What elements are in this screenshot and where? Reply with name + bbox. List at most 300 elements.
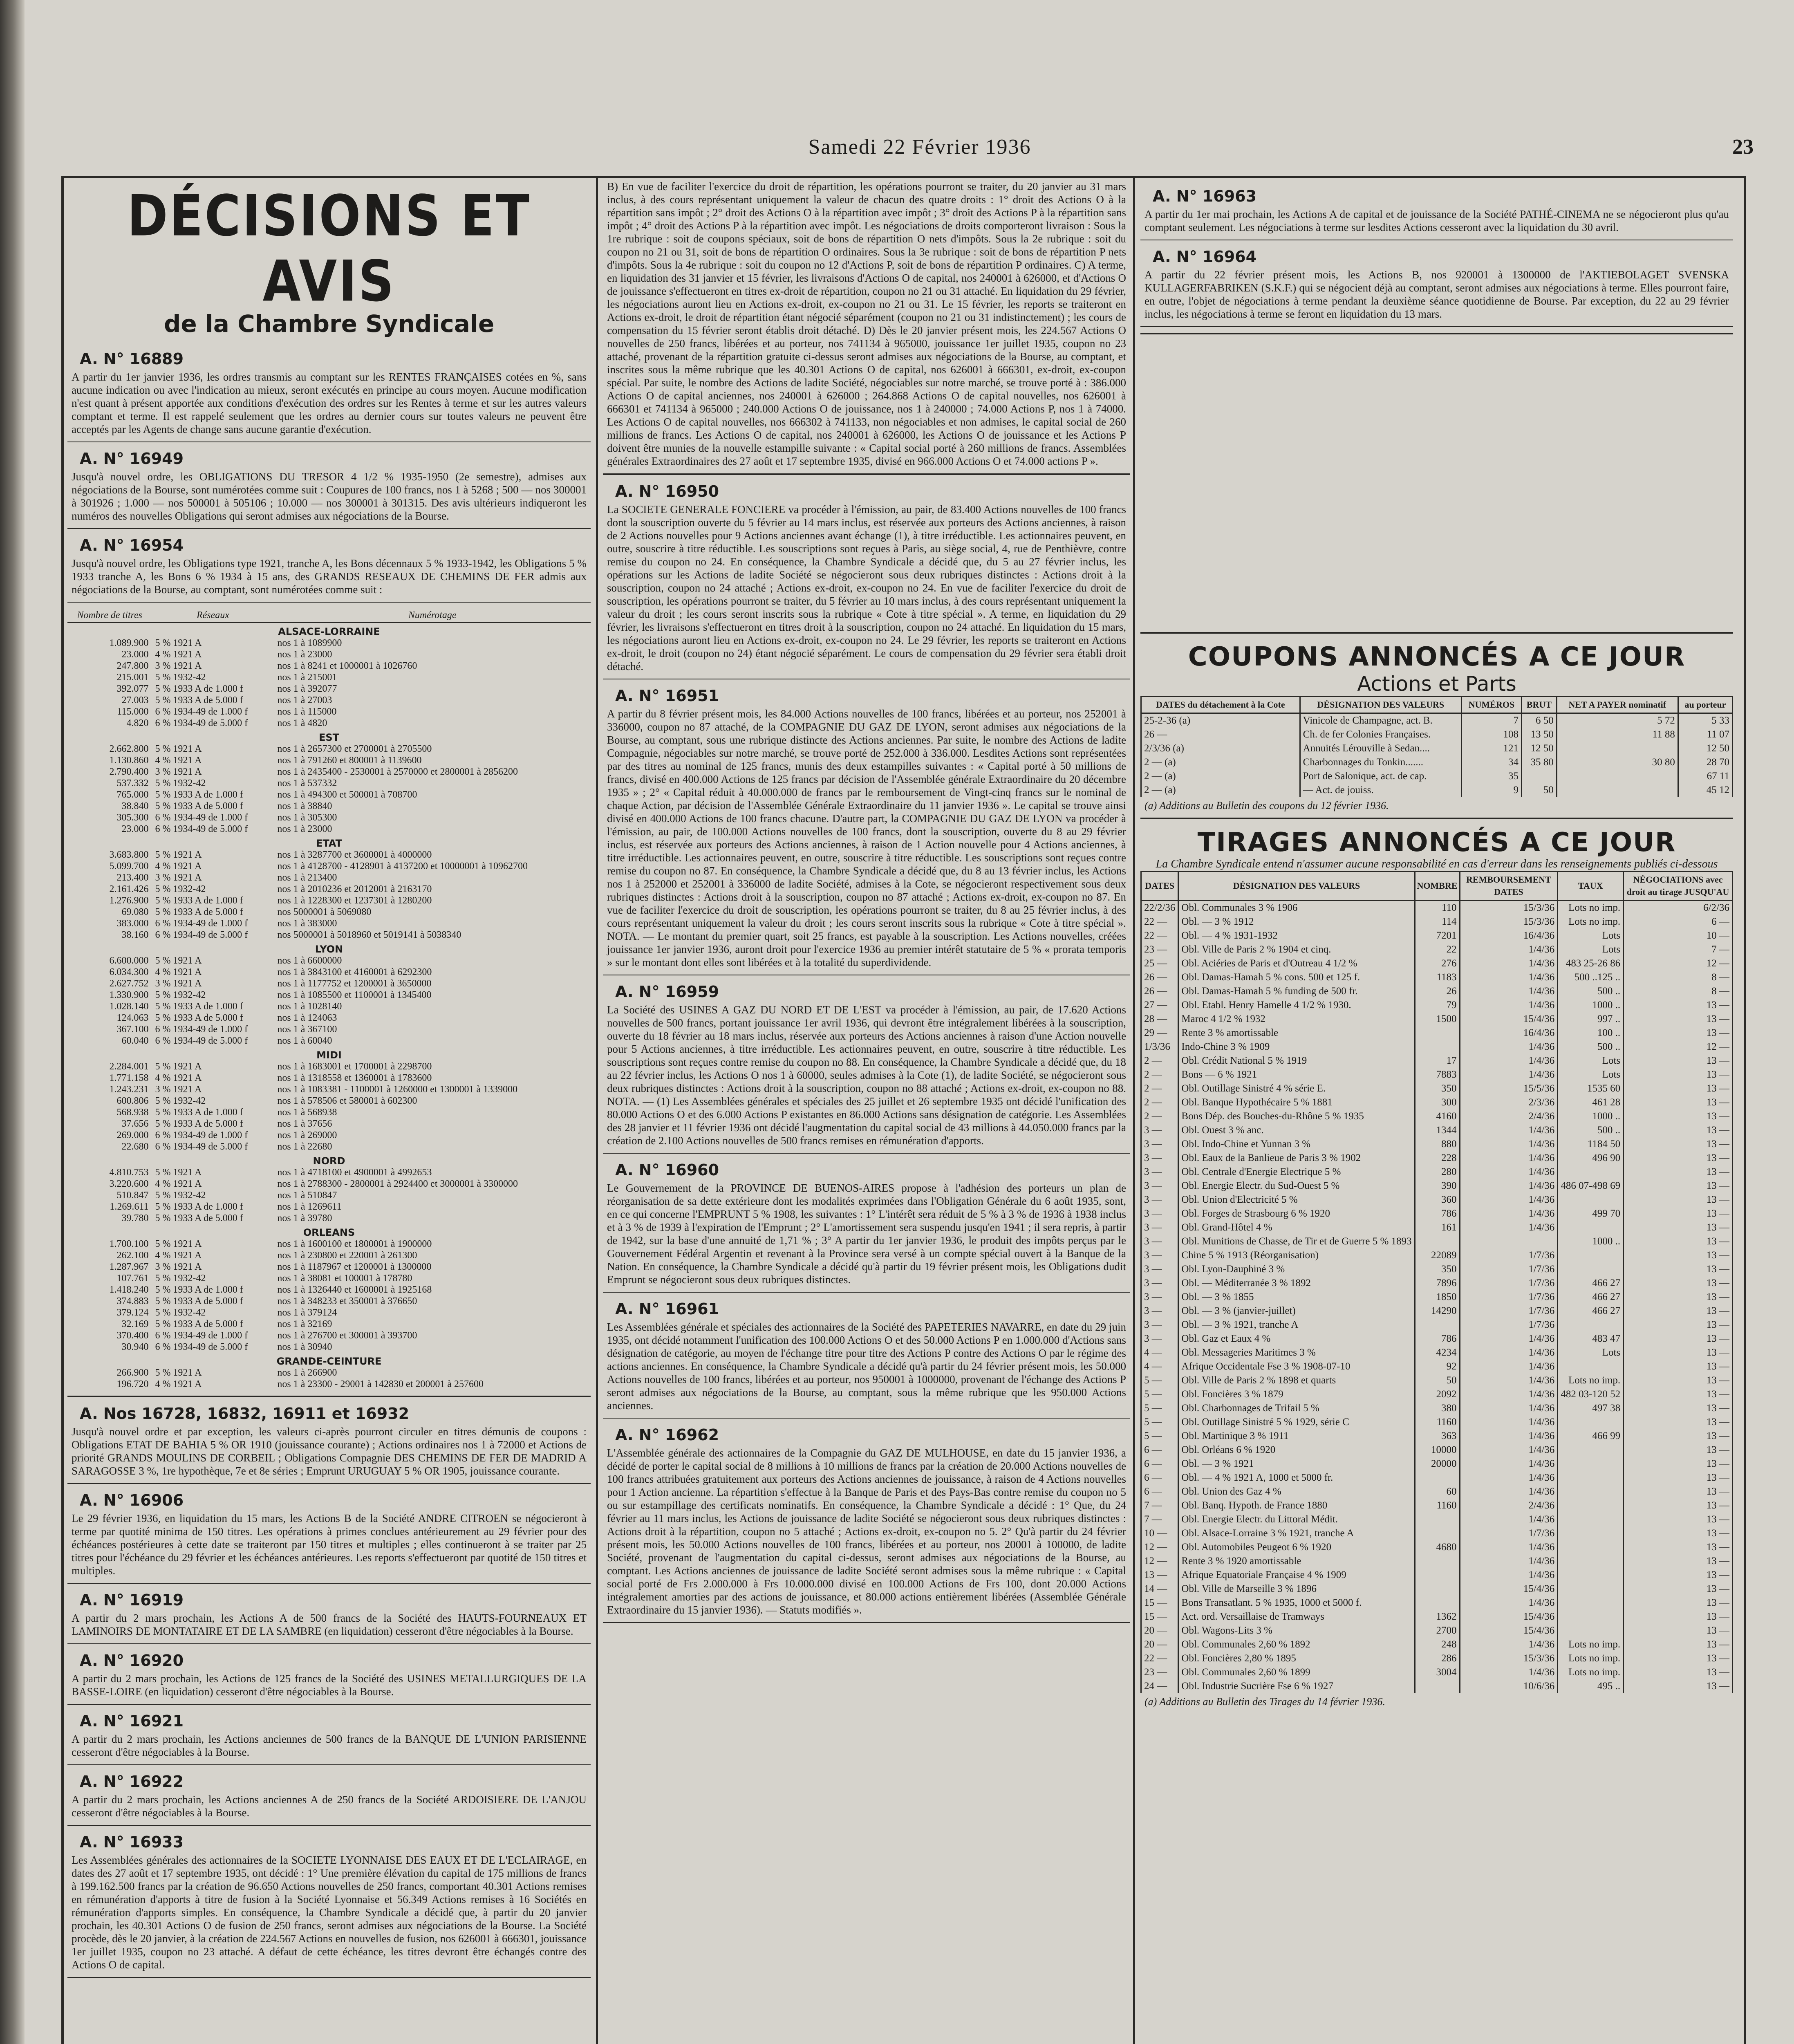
table-cell: nos 1 à 213400: [277, 872, 337, 883]
table-row: [1141, 1443, 1733, 1457]
table-cell: 5 33: [1678, 713, 1732, 728]
table-row: [1141, 1151, 1733, 1165]
notice-number: A. N° 16920: [80, 1652, 184, 1670]
table-cell: nos 1 à 578506 et 580001 à 602300: [277, 1096, 417, 1106]
page-title: DÉCISIONS ET AVIS: [127, 184, 531, 314]
table-cell: 29 —: [1141, 1026, 1178, 1040]
table-cell: Obl. Ville de Paris 2 % 1898 et quarts: [1178, 1374, 1415, 1387]
table-cell: 26: [1415, 984, 1460, 998]
table-cell: 13 —: [1624, 1026, 1733, 1040]
table-cell: 13 —: [1624, 1179, 1733, 1193]
table-cell: nos 1 à 23000: [277, 824, 332, 834]
table-cell: 13 —: [1624, 1360, 1733, 1374]
table-cell: 1/4/36: [1460, 1179, 1558, 1193]
table-cell: 5 % 1933 A de 1.000 f: [155, 895, 243, 906]
table-cell: Obl. Eaux de la Banlieue de Paris 3 % 1902: [1178, 1151, 1415, 1165]
table-row: [1141, 1624, 1733, 1638]
table-row: [1141, 1304, 1733, 1318]
table-cell: 3 —: [1141, 1262, 1178, 1276]
table-cell: 568.938: [116, 1107, 149, 1118]
table-cell: nos 1 à 38840: [277, 801, 332, 811]
table-cell: Obl. Union des Gaz 4 %: [1178, 1485, 1415, 1499]
table-cell: 15/4/36: [1460, 1624, 1558, 1638]
table-cell: [1558, 1248, 1624, 1262]
table-row: [67, 1378, 591, 1390]
table-cell: 1000 ..: [1558, 1109, 1624, 1123]
table-cell: 374.883: [116, 1296, 149, 1307]
coupons-subtitle: Actions et Parts: [1357, 672, 1516, 696]
column-header: TAUX: [1558, 872, 1624, 901]
table-cell: 6 % 1934-49 de 5.000 f: [155, 930, 248, 940]
notice-divider: [67, 1764, 591, 1765]
table-cell: 23.000: [121, 649, 149, 660]
table-row: [67, 1295, 591, 1307]
table-cell: 2 —: [1141, 1082, 1178, 1096]
table-row: [67, 978, 591, 989]
table-cell: 13 —: [1624, 1471, 1733, 1485]
table-cell: 10 —: [1624, 929, 1733, 943]
table-row: [67, 1001, 591, 1012]
table-row: [1141, 1096, 1733, 1109]
notice-text: Jusqu'à nouvel ordre et par exception, les valeurs ci-après pourront circuler en titres démunis de coupons : Obligations ETAT DE BAHIA 5 % OR 1910 (jouissance courante) ; Actions ordinaires nos 1 à 72000 et Actions de priorité GRANDS MOULINS DE CORBEIL ; Obligations Compagnie DES CHEMINS DE FER DE MADRID A SARAGOSSE 3 %, 1re hypothèque, 7e et 8e séries ; Emprunt URUGUAY 5 % OR 1905, jouissance courante.: [72, 1425, 587, 1477]
table-cell: 4.810.753: [109, 1167, 149, 1178]
table-cell: 7 —: [1624, 943, 1733, 957]
notice-text: A partir du 2 mars prochain, les Actions A de 500 francs de la Société des HAUTS-FOURNEAUX ET LAMINOIRS DE MONTATAIRE ET DE LA SAMBRE (en liquidation) cesseront d'être négociables à la Bourse.: [72, 1612, 587, 1637]
table-cell: Charbonnages du Tonkin.......: [1300, 755, 1461, 769]
table-cell: 108: [1462, 728, 1522, 742]
table-cell: 10/6/36: [1460, 1679, 1558, 1693]
table-cell: [1415, 1582, 1460, 1596]
table-cell: 5 % 1933 A de 5.000 f: [155, 1118, 243, 1129]
table-cell: 60: [1415, 1485, 1460, 1499]
table-cell: 1.130.860: [109, 755, 149, 766]
table-cell: nos 1 à 230800 et 220001 à 261300: [277, 1250, 417, 1261]
table-row: [1141, 1485, 1733, 1499]
table-cell: 3 % 1921 A: [155, 872, 202, 883]
table-cell: 67 11: [1678, 769, 1732, 783]
table-cell: 6 50: [1521, 713, 1557, 728]
table-row: [1141, 755, 1733, 769]
page-header: [61, 135, 1778, 172]
table-cell: nos 1 à 537332: [277, 778, 337, 789]
table-cell: 1/4/36: [1460, 970, 1558, 984]
table-cell: 24 —: [1141, 1679, 1178, 1693]
table-cell: 5 % 1932-42: [155, 672, 206, 683]
table-cell: 3 % 1921 A: [155, 978, 202, 989]
notice-number: A. N° 16906: [80, 1491, 184, 1509]
table-cell: Obl. — 3 % (janvier-juillet): [1178, 1304, 1415, 1318]
table-cell: 13 —: [1624, 1137, 1733, 1151]
table-row: [67, 1190, 591, 1201]
table-cell: 13 —: [1624, 1540, 1733, 1554]
table-cell: nos 1 à 791260 et 800001 à 1139600: [277, 755, 422, 766]
table-cell: 12 —: [1624, 1040, 1733, 1054]
table-cell: 269.000: [116, 1130, 149, 1141]
table-cell: 161: [1415, 1221, 1460, 1235]
table-cell: 5.099.700: [109, 861, 149, 872]
table-row: [67, 649, 591, 660]
table-cell: 500 ..: [1558, 1040, 1624, 1054]
table-cell: 1/4/36: [1460, 1123, 1558, 1137]
table-cell: 20 —: [1141, 1624, 1178, 1638]
table-cell: nos 1 à 379124: [277, 1307, 337, 1318]
table-cell: 4234: [1415, 1346, 1460, 1360]
table-row: [67, 695, 591, 706]
notice-number: A. N° 16919: [80, 1591, 184, 1609]
table-row: [1141, 728, 1733, 742]
table-row: [67, 1341, 591, 1353]
table-cell: 5 —: [1141, 1401, 1178, 1415]
table-cell: Lots no imp.: [1558, 1665, 1624, 1679]
table-cell: 110: [1415, 901, 1460, 915]
table-cell: Obl. Union d'Electricité 5 %: [1178, 1193, 1415, 1207]
table-cell: 5 % 1933 A de 5.000 f: [155, 1213, 243, 1224]
table-cell: 5 % 1933 A de 1.000 f: [155, 1107, 243, 1118]
table-cell: 13 —: [1624, 1290, 1733, 1304]
table-cell: 6 —: [1141, 1443, 1178, 1457]
table-cell: 15/4/36: [1460, 1012, 1558, 1026]
table-row: [1141, 1179, 1733, 1193]
table-row: [67, 1084, 591, 1095]
table-cell: 1/4/36: [1460, 1193, 1558, 1207]
table-cell: Act. ord. Versaillaise de Tramways: [1178, 1610, 1415, 1624]
table-cell: 6 % 1934-49 de 1.000 f: [155, 918, 248, 929]
table-cell: 486 07-498 69: [1558, 1179, 1624, 1193]
table-row: [1141, 769, 1733, 783]
table-cell: Obl. Centrale d'Energie Electrique 5 %: [1178, 1165, 1415, 1179]
table-cell: nos 1 à 3287700 et 3600001 à 4000000: [277, 849, 432, 860]
table-row: [67, 755, 591, 766]
middle-column: [603, 180, 1130, 2044]
table-cell: 496 90: [1558, 1151, 1624, 1165]
table-row: [1141, 957, 1733, 970]
notice-text: Le 29 février 1936, en liquidation du 15 mars, les Actions B de la Société ANDRE CITROEN se négocieront à terme par quotité minima de 150 titres. Les opérations à primes conclues antérieurement au 29 février pour des échéances postérieures à cette date se traiteront par 150 titres et multiples ; elles continueront à se traiter par 25 titres pour l'échéance du 29 février et les échéances antérieures. Les reports s'effectueront par quotité de 150 titres et multiples.: [72, 1512, 587, 1577]
notice-divider: [603, 1153, 1130, 1154]
table-row: [67, 918, 591, 929]
table-cell: 1/7/36: [1460, 1276, 1558, 1290]
table-cell: 27.003: [121, 695, 149, 706]
table-cell: Bons Transatlant. 5 % 1935, 1000 et 5000 f.: [1178, 1596, 1415, 1610]
table-row: [1141, 1221, 1733, 1235]
table-cell: nos 1 à 269000: [277, 1130, 337, 1141]
table-cell: 379.124: [116, 1307, 149, 1318]
table-cell: Obl. Aciéries de Paris et d'Outreau 4 1/2 %: [1178, 957, 1415, 970]
table-row: [67, 989, 591, 1001]
table-cell: 213.400: [116, 872, 149, 883]
table-cell: Obl. Communales 2,60 % 1892: [1178, 1638, 1415, 1652]
table-cell: nos 1 à 266900: [277, 1367, 337, 1378]
table-cell: Afrique Occidentale Fse 3 % 1908-07-10: [1178, 1360, 1415, 1374]
table-cell: nos 1 à 3843100 et 4160001 à 6292300: [277, 967, 432, 977]
table-cell: 39.780: [121, 1213, 149, 1224]
notice-text: A partir du 2 mars prochain, les Actions anciennes A de 250 francs de la Société ARDOISIERE DE L'ANJOU cesseront d'être négociables à la Bourse.: [72, 1793, 587, 1819]
table-cell: 4 % 1921 A: [155, 1379, 202, 1390]
table-cell: nos 1 à 4820: [277, 718, 327, 728]
table-cell: Obl. Wagons-Lits 3 %: [1178, 1624, 1415, 1638]
table-cell: 26 —: [1141, 728, 1300, 742]
table-cell: 3 % 1921 A: [155, 1084, 202, 1095]
table-row: [1141, 1068, 1733, 1082]
column-header: DÉSIGNATION DES VALEURS: [1178, 872, 1415, 901]
table-cell: Obl. Outillage Sinistré 5 % 1929, série C: [1178, 1415, 1415, 1429]
notice-text: La Société des USINES A GAZ DU NORD ET DE L'EST va procéder à l'émission, au pair, de 17.620 Actions nouvelles de 500 francs, portant jouissance 1er avril 1936, qui devront être intégralement libérées à la souscription, ouverte du 18 février au 18 mars inclus, réservée aux porteurs des Actions anciennes à raison d'une Action nouvelle pour 5 Actions anciennes, à titre irréductible. Les actionnaires peuvent, en outre, souscrire à titre réductible. Les souscriptions sont reçues contre remise du coupon no 88. En conséquence, la Chambre Syndicale a décidé que, du 18 au 22 février inclus, les Actions O nos 1 à 60000, seules admises à la Cote (1), de ladite Société, se négocieront sous deux rubriques distinctes : Actions droit à la souscription, coupon no 88 attaché ; Actions ex-droit, ex-coupon no 88. NOTA. — (1) Les Assemblées générales et spéciales des 25 juillet et 26 septembre 1935 ont décidé l'unification des 80.000 Actions O et des 6.000 Actions P existantes en 86.000 Actions sans désignation de catégorie. Les Assemblées des 28 janvier et 11 février 1936 ont décidé l'augmentation du capital social de 43 millions à 44.050.000 francs par la création de 2.100 Actions nouvelles de 500 francs remises en rémunération d'apports.: [607, 1004, 1126, 1147]
table-row: [1141, 1276, 1733, 1290]
table-cell: 5 % 1921 A: [155, 849, 202, 860]
table-cell: 6/2/36: [1624, 901, 1733, 915]
table-cell: 390: [1415, 1179, 1460, 1193]
table-row: [1141, 1040, 1733, 1054]
table-cell: 5 % 1932-42: [155, 1190, 206, 1201]
table-cell: 1.418.240: [109, 1284, 149, 1295]
table-cell: nos 1 à 115000: [277, 706, 337, 717]
table-cell: Obl. Communales 2,60 % 1899: [1178, 1665, 1415, 1679]
table-cell: Lots no imp.: [1558, 1652, 1624, 1665]
table-cell: 13 —: [1624, 1443, 1733, 1457]
table-cell: 350: [1415, 1082, 1460, 1096]
table-row: [67, 906, 591, 918]
table-cell: Obl. Foncières 2,80 % 1895: [1178, 1652, 1415, 1665]
table-cell: 4 % 1921 A: [155, 1179, 202, 1189]
table-row: [67, 1284, 591, 1295]
table-cell: nos 1 à 22680: [277, 1141, 332, 1152]
table-cell: 26 —: [1141, 970, 1178, 984]
table-row: [1141, 1207, 1733, 1221]
table-row: [1141, 713, 1733, 728]
table-cell: nos 1 à 1177752 et 1200001 à 3650000: [277, 978, 432, 989]
table-row: [67, 872, 591, 883]
table-row: [1141, 1596, 1733, 1610]
table-cell: 1/4/36: [1460, 1054, 1558, 1068]
table-cell: 1.089.900: [109, 638, 149, 648]
table-row: [67, 778, 591, 789]
table-cell: 13 —: [1624, 1068, 1733, 1082]
table-cell: 247.800: [116, 661, 149, 671]
table-cell: nos 1 à 23000: [277, 649, 332, 660]
table-cell: nos 1 à 367100: [277, 1024, 337, 1035]
table-row: [1141, 1109, 1733, 1123]
table-cell: [1521, 769, 1557, 783]
table-cell: [1558, 1485, 1624, 1499]
table-cell: 13 —: [1624, 1568, 1733, 1582]
notice-divider: [603, 1292, 1130, 1293]
table-row: [1141, 1193, 1733, 1207]
table-cell: 2 —: [1141, 1109, 1178, 1123]
notice-divider: [603, 1418, 1130, 1419]
table-cell: 3 —: [1141, 1137, 1178, 1151]
table-row: [1141, 1679, 1733, 1693]
table-cell: 5 % 1933 A de 1.000 f: [155, 1201, 243, 1212]
table-cell: 3.220.600: [109, 1179, 149, 1189]
table-cell: Rente 3 % 1920 amortissable: [1178, 1554, 1415, 1568]
table-cell: [1558, 1193, 1624, 1207]
table-cell: 1/4/36: [1460, 957, 1558, 970]
table-cell: [1558, 1415, 1624, 1429]
table-cell: 2 —: [1141, 1054, 1178, 1068]
table-cell: 17: [1415, 1054, 1460, 1068]
table-cell: [1558, 1554, 1624, 1568]
tirages-disclaimer: La Chambre Syndicale entend n'assumer aucune responsabilité en cas d'erreur dans les renseignements publiés ci-dessous: [1156, 858, 1718, 870]
table-cell: 14290: [1415, 1304, 1460, 1318]
table-cell: nos 1 à 32169: [277, 1319, 332, 1329]
table-cell: Lots: [1558, 1346, 1624, 1360]
table-cell: 1344: [1415, 1123, 1460, 1137]
table-cell: 786: [1415, 1332, 1460, 1346]
table-cell: Obl. Banque Hypothécaire 5 % 1881: [1178, 1096, 1415, 1109]
table-row: [1141, 1360, 1733, 1374]
table-cell: 22 —: [1141, 929, 1178, 943]
table-cell: 3 —: [1141, 1123, 1178, 1137]
left-column: [67, 180, 591, 2044]
table-cell: 1184 50: [1558, 1137, 1624, 1151]
table-cell: 13 —: [1624, 1012, 1733, 1026]
table-row: [67, 812, 591, 823]
network-name: MIDI: [316, 1049, 342, 1061]
table-cell: 1500: [1415, 1012, 1460, 1026]
table-row: [1141, 929, 1733, 943]
table-cell: 997 ..: [1558, 1012, 1624, 1026]
table-cell: 13 —: [1624, 1499, 1733, 1513]
table-cell: 500 ..: [1558, 984, 1624, 998]
table-row: [1141, 943, 1733, 957]
table-cell: 5 % 1933 A de 1.000 f: [155, 1001, 243, 1012]
table-cell: 6 % 1934-49 de 5.000 f: [155, 1035, 248, 1046]
column-header: REMBOURSEMENT DATES: [1460, 872, 1558, 901]
notice-text: Jusqu'à nouvel ordre, les Obligations type 1921, tranche A, les Bons décennaux 5 % 1933-1942, les Obligations 5 % 1933 tranche A, les Bons 6 % 1934 à 15 ans, des GRANDS RESEAUX DE CHEMINS DE FER admis aux négociations de la Bourse, au comptant, sont numérotées comme suit :: [72, 557, 587, 596]
table-cell: 5 % 1921 A: [155, 1167, 202, 1178]
table-row: [67, 1095, 591, 1107]
notice-divider: [67, 1825, 591, 1826]
notice-divider: [67, 1704, 591, 1705]
table-cell: nos 1 à 1318558 et 1360001 à 1783600: [277, 1073, 432, 1083]
table-row: [1141, 1471, 1733, 1485]
table-cell: 1/4/36: [1460, 1332, 1558, 1346]
table-cell: [1415, 1471, 1460, 1485]
table-cell: 461 28: [1558, 1096, 1624, 1109]
table-cell: 4 % 1921 A: [155, 967, 202, 977]
table-cell: 495 ..: [1558, 1679, 1624, 1693]
table-cell: 5 72: [1557, 713, 1678, 728]
table-cell: 13 —: [1624, 1193, 1733, 1207]
table-cell: 3 —: [1141, 1304, 1178, 1318]
table-cell: [1558, 1624, 1624, 1638]
table-cell: Obl. Gaz et Eaux 4 %: [1178, 1332, 1415, 1346]
table-cell: 28 70: [1678, 755, 1732, 769]
table-cell: 497 38: [1558, 1401, 1624, 1415]
notice-text: A partir du 2 mars prochain, les Actions anciennes de 500 francs de la BANQUE DE L'UNION PARISIENNE cesseront d'être négociables à la Bourse.: [72, 1733, 587, 1758]
table-cell: 38.840: [121, 801, 149, 811]
table-cell: [1557, 783, 1678, 797]
table-row: [67, 1072, 591, 1084]
col-head-network: Réseaux: [152, 608, 274, 623]
table-cell: 13 —: [1624, 1596, 1733, 1610]
table-cell: 35: [1462, 769, 1522, 783]
table-cell: 3 —: [1141, 1276, 1178, 1290]
table-cell: 13 —: [1624, 1638, 1733, 1652]
tirages-note: (a) Additions au Bulletin des Tirages du 14 février 1936.: [1144, 1696, 1385, 1708]
table-cell: nos 1 à 23300 - 29001 à 142830 et 200001 à 257600: [277, 1379, 484, 1390]
table-cell: 466 27: [1558, 1304, 1624, 1318]
table-cell: 13 —: [1624, 1429, 1733, 1443]
table-cell: [1558, 1262, 1624, 1276]
table-cell: Obl. Banq. Hypoth. de France 1880: [1178, 1499, 1415, 1513]
table-cell: Obl. Communales 3 % 1906: [1178, 901, 1415, 915]
notice-divider: [67, 1583, 591, 1584]
table-cell: 3 —: [1141, 1221, 1178, 1235]
table-cell: 1/4/36: [1460, 1471, 1558, 1485]
table-cell: 765.000: [116, 789, 149, 800]
table-cell: 392.077: [116, 684, 149, 694]
network-name: ORLEANS: [303, 1227, 355, 1238]
table-cell: 1/7/36: [1460, 1290, 1558, 1304]
table-cell: 537.332: [116, 778, 149, 789]
table-cell: 1/4/36: [1460, 1485, 1558, 1499]
table-cell: 1/4/36: [1460, 1665, 1558, 1679]
table-cell: 2/4/36: [1460, 1499, 1558, 1513]
table-cell: Obl. Energie Electr. du Sud-Ouest 5 %: [1178, 1179, 1415, 1193]
table-cell: 22089: [1415, 1248, 1460, 1262]
table-cell: 2.161.426: [109, 884, 149, 894]
table-cell: nos 1 à 1028140: [277, 1001, 342, 1012]
notice-text: Le Gouvernement de la PROVINCE DE BUENOS-AIRES propose à l'adhésion des porteurs un plan de réorganisation de sa dette extérieure dont les modalités exprimées dans l'Obligation Générale du 6 août 1935, sont, en ce qui concerne l'EMPRUNT 5 % 1908, les suivantes : 1° L'intérêt sera réduit de 5 % à 3 % de 1936 à 1938 inclus et à 3 % de 1939 à l'expiration de l'Emprunt ; 2° L'amortissement sera suspendu jusqu'en 1941 ; il sera repris, à partir de 1942, sur la base d'une annuité de 1,71 % ; 3° A partir du 1er janvier 1936, le produit des impôts perçus par le Gouvernement Fédéral Argentin et revenant à la Province sera versé à un compte spécial ouvert à la Banque de la Nation. En conséquence, la Chambre Syndicale a décidé qu'à partir du 19 février présent mois, les Obligations dudit Emprunt se négocieront sous deux rubriques distinctes.: [607, 1182, 1126, 1286]
table-cell: 1160: [1415, 1499, 1460, 1513]
table-cell: 107.761: [116, 1273, 149, 1284]
table-row: [1141, 1401, 1733, 1415]
table-cell: 23 —: [1141, 1665, 1178, 1679]
table-cell: 6 % 1934-49 de 5.000 f: [155, 718, 248, 728]
table-cell: 483 47: [1558, 1332, 1624, 1346]
table-row: [67, 1061, 591, 1072]
table-cell: nos 1 à 568938: [277, 1107, 337, 1118]
networks-table: [67, 608, 591, 1390]
table-cell: nos 1 à 215001: [277, 672, 337, 683]
notice-text: A partir du 8 février présent mois, les 84.000 Actions nouvelles de 100 francs, libérées et au porteur, nos 252001 à 336000, coupon no 87 attaché, de la COMPAGNIE DU GAZ DE LYON, seront admises aux négociations de la Bourse, au comptant, sous une rubrique distincte des Actions anciennes. Par suite, le nombre des Actions de ladite Compagnie, négociables sur notre marché, se trouve porté de 252.000 à 336.000. Lesdites Actions sont représentées par des titres au nominal de 125 francs, munis des deux estampilles suivantes : « Capital porté à 50 millions de francs, divisé en 400.000 Actions de 125 francs par décision de l'Assemblée générale Extraordinaire du 20 décembre 1935 » ; 2° « Capital réduit à 40.000.000 de francs par le remboursement de Vingt-cinq francs sur le nominal de chaque Action, par décision de l'Assemblée Générale Extraordinaire du 11 janvier 1936 ». Le capital se trouve ainsi divisé en 400.000 Actions de 100 francs chacune. D'autre part, la COMPAGNIE DU GAZ DE LYON va procéder à l'émission, au pair, de 100.000 Actions nouvelles de 100 francs, dont la souscription, ouverte du 8 au 29 février inclus, est réservée aux porteurs des Actions anciennes, à raison de 1 Action nouvelle pour 4 Actions anciennes, à titre irréductible. Les actionnaires peuvent, en outre, souscrire à titre réductible. Les souscriptions sont reçues contre remise du coupon no 87. En conséquence, la Chambre Syndicale a décidé que, du 8 au 13 février inclus, les Actions nos 1 à 252000 et 252001 à 336000 de ladite Société, admises à la Cote, se négocieront respectivement sous deux rubriques distinctes : Actions droit à la souscription, coupon no 87 attaché ; Actions ex-droit, ex-coupon no 87. En vue de faciliter l'exercice du droit de souscription, les opérations pourront se traiter, du 8 au 25 février inclus, à des cours représentant uniquement la valeur du droit ; les cours seront inscrits sous la rubrique « Cote à titre spécial ». NOTA. — Le montant du premier quart, soit 25 francs, est payable à la souscription. Les Actions nouvelles, créées jouissance 1er janvier 1936, auront droit pour l'exercice 1936 au premier intérêt statutaire de 5 % « prorata temporis » sur le montant dont elles sont libérées et à la totalité du superdividende.: [607, 708, 1126, 968]
table-cell: 15/3/36: [1460, 901, 1558, 915]
table-cell: 1/4/36: [1460, 943, 1558, 957]
column-header: au porteur: [1678, 697, 1732, 713]
table-cell: 20 —: [1141, 1638, 1178, 1652]
table-cell: 1/4/36: [1460, 1638, 1558, 1652]
table-cell: 3 —: [1141, 1290, 1178, 1304]
table-cell: 196.720: [116, 1379, 149, 1390]
network-heading-row: [67, 1047, 591, 1061]
table-cell: 3 —: [1141, 1248, 1178, 1262]
table-cell: 1/4/36: [1460, 1360, 1558, 1374]
table-cell: [1558, 1513, 1624, 1526]
table-cell: 360: [1415, 1193, 1460, 1207]
network-name: EST: [318, 732, 340, 743]
table-cell: [1415, 1235, 1460, 1248]
table-cell: 7896: [1415, 1276, 1460, 1290]
table-cell: 13 —: [1624, 1665, 1733, 1679]
table-cell: Obl. — Méditerranée 3 % 1892: [1178, 1276, 1415, 1290]
table-cell: [1558, 1471, 1624, 1485]
tirages-table: [1140, 871, 1733, 1693]
table-cell: Obl. Industrie Sucrière Fse 6 % 1927: [1178, 1679, 1415, 1693]
table-row: [1141, 1026, 1733, 1040]
table-cell: Obl. Martinique 3 % 1911: [1178, 1429, 1415, 1443]
table-cell: 228: [1415, 1151, 1460, 1165]
table-cell: Lots: [1558, 943, 1624, 957]
table-cell: 2700: [1415, 1624, 1460, 1638]
table-cell: 367.100: [116, 1024, 149, 1035]
table-row: [67, 1178, 591, 1190]
table-row: [67, 789, 591, 800]
table-cell: Obl. — 3 % 1921, tranche A: [1178, 1318, 1415, 1332]
network-heading-row: [67, 835, 591, 849]
table-cell: [1415, 1568, 1460, 1582]
table-cell: Port de Salonique, act. de cap.: [1300, 769, 1461, 783]
table-cell: 13 —: [1624, 1346, 1733, 1360]
